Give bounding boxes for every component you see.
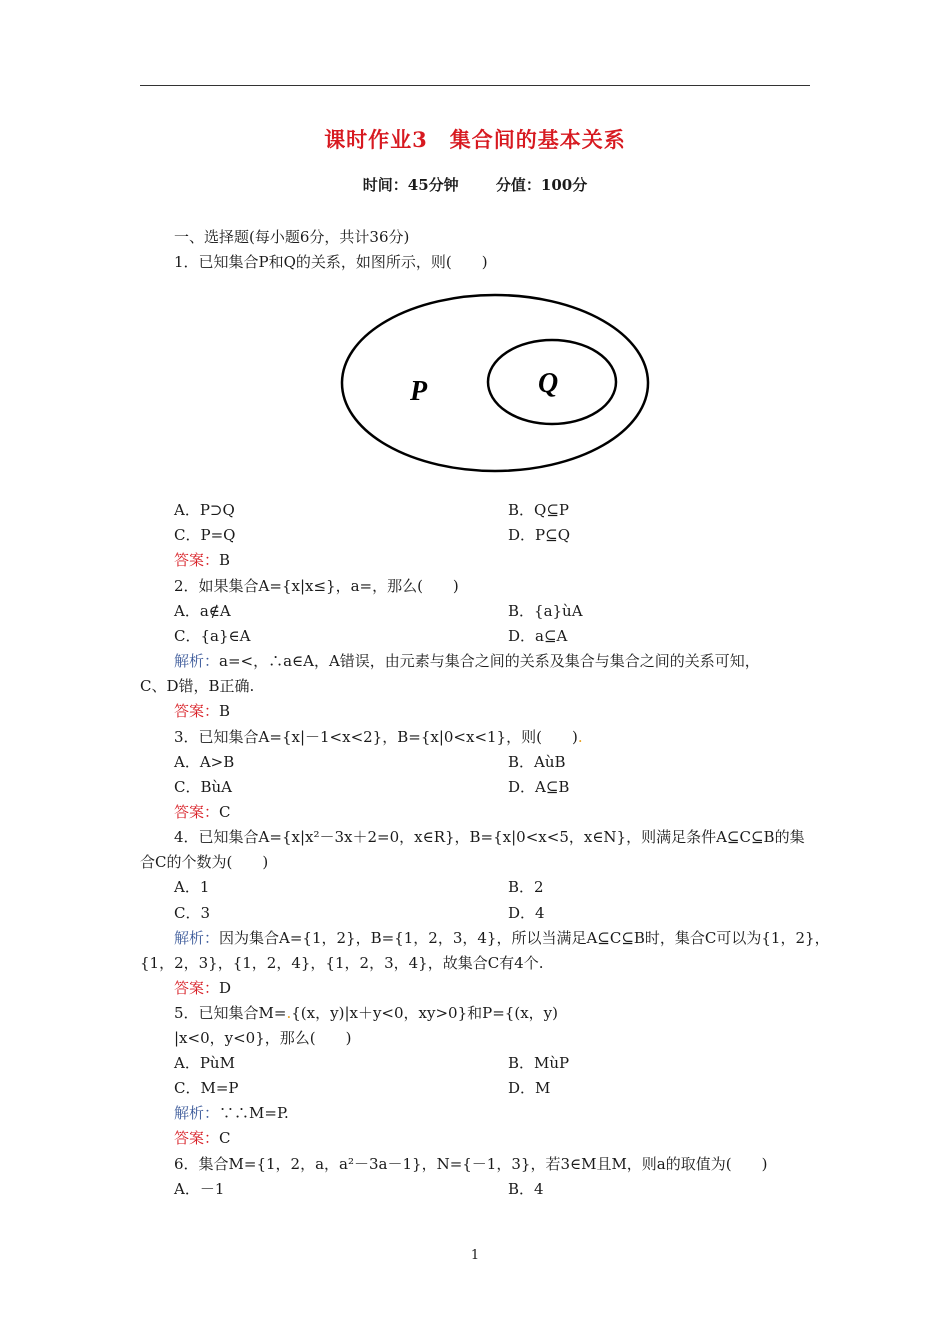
q4-option-b: B．2 xyxy=(508,878,544,896)
q1-option-d: D．P⊆Q xyxy=(508,526,570,544)
q1-option-a: A．P⊃Q xyxy=(174,501,235,519)
q5-stem-b: {(x，y)|x＋y<0，xy>0}和P={(x，y) xyxy=(291,1004,558,1022)
q5-stem-cont: |x<0，y<0}，那么( ) xyxy=(174,1029,352,1047)
time-limit: 时间：45分钟 xyxy=(362,176,459,194)
q5-analysis xyxy=(174,1103,289,1123)
q2-analysis-text: a=<，∴a∈A，A错误，由元素与集合之间的关系及集合与集合之间的关系可知， xyxy=(219,652,760,670)
q4-analysis-cont: {1，2，3}，{1，2，4}，{1，2，3，4}，故集合C有4个. xyxy=(140,954,544,972)
answer-label: 答案： xyxy=(174,551,220,569)
q6-option-a: A．－1 xyxy=(174,1180,225,1198)
q4-analysis xyxy=(174,928,830,948)
q5-option-d: D．M xyxy=(508,1079,551,1097)
q2-option-d: D．a⊆A xyxy=(508,627,568,645)
q2-analysis-cont: C、D错，B正确. xyxy=(140,677,255,695)
analysis-label: 解析： xyxy=(174,929,220,947)
top-rule xyxy=(140,85,810,86)
q1-option-c: C．P=Q xyxy=(174,526,236,544)
q2-analysis xyxy=(174,651,760,671)
q4-option-c: C．3 xyxy=(174,904,211,922)
q6-stem: 6．集合M={1，2，a，a²－3a－1}，N={－1，3}，若3∈M且M，则a的取值为( ) xyxy=(174,1155,768,1173)
q5-option-c: C．M=P xyxy=(174,1079,239,1097)
q5-stem xyxy=(174,1003,558,1023)
answer-label: 答案： xyxy=(174,1129,220,1147)
q5-stem-a: 5．已知集合M= xyxy=(174,1004,287,1022)
analysis-label: 解析： xyxy=(174,1104,220,1122)
q1-option-b: B．Q⊆P xyxy=(508,501,569,519)
q3-stem xyxy=(174,727,583,747)
q4-stem: 4．已知集合A={x|x²－3x＋2=0，x∈R}，B={x|0<x<5，x∈N}，则满足条件A⊆C⊆B的集 xyxy=(174,828,805,846)
q3-option-d: D．A⊆B xyxy=(508,778,570,796)
q2-answer-value: B xyxy=(219,702,231,720)
q2-answer xyxy=(174,701,230,721)
q3-answer xyxy=(174,802,231,822)
q3-dot-mark: . xyxy=(577,728,583,746)
score-total: 分值：100分 xyxy=(495,176,588,194)
q4-answer-value: D xyxy=(219,979,232,997)
q2-option-b: B．{a}ùA xyxy=(508,602,583,620)
q5-dot-mark: . xyxy=(286,1004,292,1022)
set-p-ellipse xyxy=(342,295,648,471)
q5-option-a: A．PùM xyxy=(174,1054,235,1072)
q4-option-d: D．4 xyxy=(508,904,545,922)
answer-label: 答案： xyxy=(174,979,220,997)
q3-option-c: C．BùA xyxy=(174,778,232,796)
section-heading: 一、选择题(每小题6分，共计36分) xyxy=(174,228,410,246)
set-q-label: Q xyxy=(538,368,559,399)
q5-answer xyxy=(174,1128,231,1148)
q5-answer-value: C xyxy=(219,1129,231,1147)
q2-option-c: C．{a}∈A xyxy=(174,627,251,645)
meta-line xyxy=(0,174,950,195)
answer-label: 答案： xyxy=(174,702,220,720)
page-number: 1 xyxy=(470,1248,480,1263)
q1-answer xyxy=(174,550,230,570)
q2-stem: 2．如果集合A={x|x≤}，a=，那么( ) xyxy=(174,577,459,595)
set-p-label: P xyxy=(410,376,428,407)
q4-option-a: A．1 xyxy=(174,878,210,896)
q1-answer-value: B xyxy=(219,551,231,569)
q6-option-b: B．4 xyxy=(508,1180,544,1198)
answer-label: 答案： xyxy=(174,803,220,821)
q3-option-a: A．A>B xyxy=(174,753,235,771)
page-title: 课时作业3 集合间的基本关系 xyxy=(324,127,626,152)
q5-option-b: B．MùP xyxy=(508,1054,570,1072)
q3-option-b: B．AùB xyxy=(508,753,566,771)
venn-diagram xyxy=(330,290,660,480)
q4-answer xyxy=(174,978,231,998)
analysis-label: 解析： xyxy=(174,652,220,670)
q2-option-a: A．a∉A xyxy=(174,602,231,620)
q1-stem: 1．已知集合P和Q的关系，如图所示，则( ) xyxy=(174,253,488,271)
q5-analysis-text: ∵∴M=P. xyxy=(219,1104,289,1122)
q3-stem-text: 3．已知集合A={x|－1<x<2}，B={x|0<x<1}，则( ) xyxy=(174,728,578,746)
q4-analysis-text: 因为集合A={1，2}，B={1，2，3，4}，所以当满足A⊆C⊆B时，集合C可以为{1，2}， xyxy=(219,929,830,947)
q3-answer-value: C xyxy=(219,803,231,821)
q4-stem-cont: 合C的个数为( ) xyxy=(140,853,269,871)
